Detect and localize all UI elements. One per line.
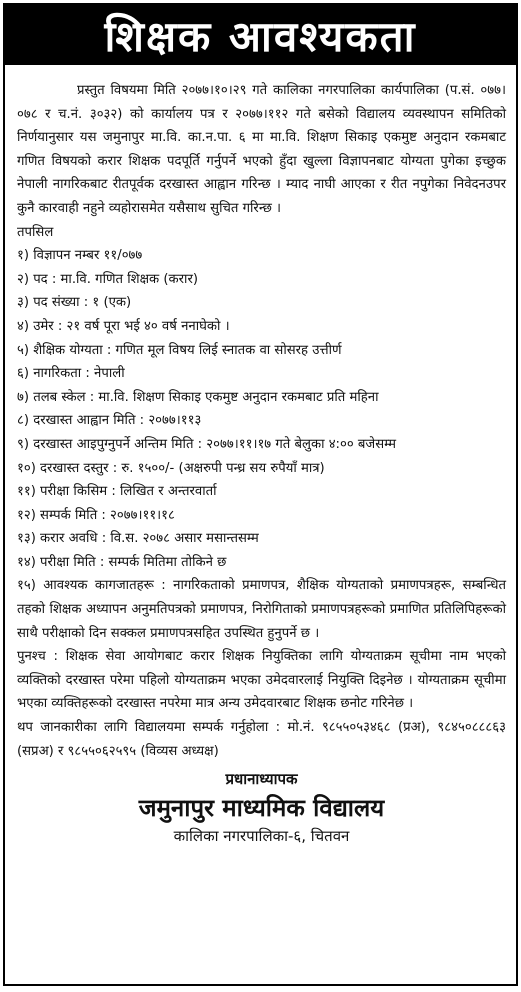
detail-item: ५) शैक्षिक योग्यता : गणित मूल विषय लिई स्नातक वा सोसरह उत्तीर्ण xyxy=(17,342,342,358)
detail-item: १२) सम्पर्क मिति : २०७७।११।१८ xyxy=(17,507,175,523)
intro-paragraph xyxy=(17,79,506,221)
detail-item: १३) करार अवधि : वि.स. २०७८ असार मसान्तसम्म xyxy=(17,531,259,547)
contact-info: थप जानकारीका लागि विद्यालयमा सम्पर्क गर्नुहोला : मो.नं. ९८५५०५३४६८ (प्रअ), ९८४५०८८८६३ (सप्रअ) र ९८५५०६२५९५ (विव्यस अध्यक्ष) xyxy=(17,720,506,759)
detail-item: ६) नागरिकता : नेपाली xyxy=(17,366,125,382)
intro-text: प्रस्तुत विषयमा मिति २०७७।१०।२९ गते कालिका नगरपालिका कार्यपालिका (प.सं. ०७७।०७८ र च.नं. ३०३२) को कार्यालय पत्र र २०७७।११२ गते बसेको विद्यालय व्यवस्थापन समितिको निर्णयानुसार यस जमुनापुर मा.वि. का.न.पा. ६ मा मा.वि. शिक्षण सिकाइ एकमुष्ट अनुदान रकमबाट गणित विषयको करार शिक्षक पदपूर्ति गर्नुपर्ने भएको हुँदा खुल्ला विज्ञापनबाट योग्यता पुगेका इच्छुक नेपाली नागरिकबाट रीतपूर्वक दरखास्त आह्वान गरिन्छ । म्याद नाघी आएका र रीत नपुगेका निवेदनउपर कुनै कारवाही नहुने व्यहोरासमेत यसैसाथ सुचित गरिन्छ । xyxy=(17,83,506,216)
detail-item: ११) परीक्षा किसिम : लिखित र अन्तरवार्ता xyxy=(17,484,217,500)
signatory-role: प्रधानाध्यापक xyxy=(225,770,298,789)
details-heading: तपसिल xyxy=(17,224,54,240)
notice xyxy=(3,3,518,986)
detail-item: १४) परीक्षा मिति : सम्पर्क मितिमा तोकिने छ xyxy=(17,554,227,570)
detail-item: २) पद : मा.वि. गणित शिक्षक (करार) xyxy=(17,271,199,287)
detail-item: ७) तलब स्केल : मा.वि. शिक्षण सिकाइ एकमुष्ट अनुदान रकमबाट प्रति महिना xyxy=(17,389,379,405)
detail-item: १) विज्ञापन नम्बर ११/०७७ xyxy=(17,248,143,264)
detail-item: ९) दरखास्त आइपुग्नुपर्ने अन्तिम मिति : २०७७।११।१७ गते बेलुका ४:०० बजेसम्म xyxy=(17,436,396,452)
school-name: जमुनापुर माध्यमिक विद्यालय xyxy=(138,794,385,823)
detail-item: ८) दरखास्त आह्वान मिति : २०७७।११३ xyxy=(17,413,202,429)
notice-title: शिक्षक आवश्यकता xyxy=(5,5,516,65)
detail-item-documents: १५) आवश्यक कागजातहरू : नागरिकताको प्रमाणपत्र, शैक्षिक योग्यताको प्रमाणपत्रहरू, सम्बन्धित तहको शिक्षक अध्यापन अनुमतिपत्रको प्रमाणपत्र, निरोगिताको प्रमाणपत्रहरूको प्रमाणित प्रतिलिपिहरूको साथै परीक्षाको दिन सक्कल प्रमाणपत्रसहित उपस्थित हुनुपर्ने छ । xyxy=(17,578,506,641)
school-address: कालिका नगरपालिका-६, चितवन xyxy=(173,827,350,846)
detail-item: १०) दरखास्त दस्तुर : रु. १५००/- (अक्षरुपी पन्ध्र सय रुपैयाँ मात्र) xyxy=(17,460,325,476)
detail-item: ४) उमेर : २१ वर्ष पूरा भई ४० वर्ष ननाघेको । xyxy=(17,318,230,334)
notice-body xyxy=(5,65,516,847)
detail-item: ३) पद संख्या : १ (एक) xyxy=(17,295,132,311)
postscript: पुनश्च : शिक्षक सेवा आयोगबाट करार शिक्षक नियुक्तिका लागि योग्यताक्रम सूचीमा नाम भएको व्यक्तिको दरखास्त परेमा पहिलो योग्यताक्रम भएका उमेदवारलाई नियुक्ति दिइनेछ । योग्यताक्रम सूचीमा भएका व्यक्तिहरूको दरखास्त नपरेमा मात्र अन्य उमेदवारबाट शिक्षक छनोट गरिनेछ । xyxy=(17,649,506,712)
signature-block xyxy=(17,767,506,847)
